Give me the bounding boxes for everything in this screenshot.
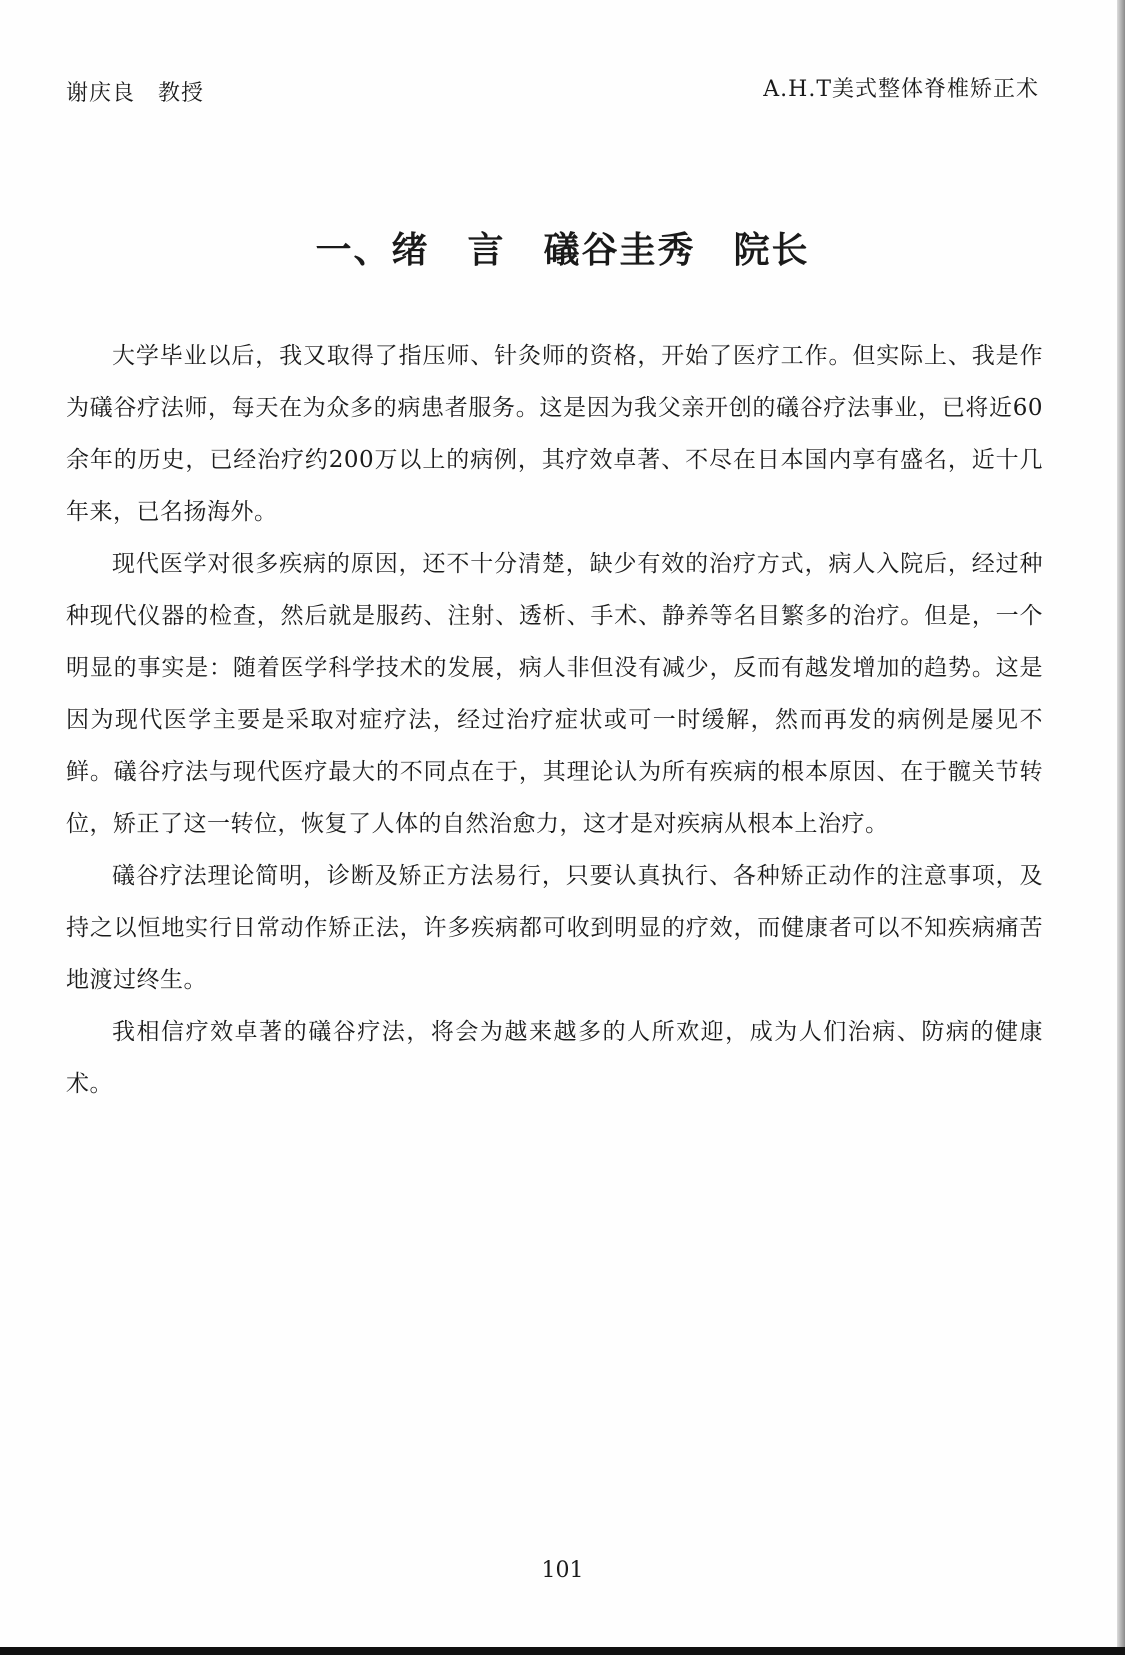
- page-number: 101: [541, 1558, 584, 1583]
- paragraph: 现代医学对很多疾病的原因，还不十分清楚，缺少有效的治疗方式，病人入院后，经过种种现代仪器的检查，然后就是服药、注射、透析、手术、静养等名目繁多的治疗。但是，一个明显的事实是：随着医学科学技术的发展，病人非但没有减少，反而有越发增加的趋势。这是因为现代医学主要是采取对症疗法，经过治疗症状或可一时缓解，然而再发的病例是屡见不鲜。礒谷疗法与现代医疗最大的不同点在于，其理论认为所有疾病的根本原因、在于髋关节转位，矫正了这一转位，恢复了人体的自然治愈力，这才是对疾病从根本上治疗。: [66, 551, 1043, 837]
- paragraph: 我相信疗效卓著的礒谷疗法，将会为越来越多的人所欢迎，成为人们治病、防病的健康术。: [66, 1019, 1043, 1097]
- paragraph: 礒谷疗法理论简明，诊断及矫正方法易行，只要认真执行、各种矫正动作的注意事项，及持之以恒地实行日常动作矫正法，许多疾病都可收到明显的疗效，而健康者可以不知疾病痛苦地渡过终生。: [66, 863, 1043, 993]
- header-book-title: A.H.T美式整体脊椎矫正术: [763, 77, 1039, 102]
- scan-edge-bottom: [0, 1647, 1125, 1655]
- header-author: 谢庆良 教授: [66, 81, 205, 106]
- body-text: [66, 330, 1043, 1110]
- chapter-title: 一、绪 言 礒谷圭秀 院长: [315, 230, 810, 271]
- paragraph: 大学毕业以后，我又取得了指压师、针灸师的资格，开始了医疗工作。但实际上、我是作为礒谷疗法师，每天在为众多的病患者服务。这是因为我父亲开创的礒谷疗法事业，已将近60余年的历史，已经治疗约200万以上的病例，其疗效卓著、不尽在日本国内享有盛名，近十几年来，已名扬海外。: [66, 343, 1043, 525]
- scan-edge-right: [1117, 0, 1125, 1655]
